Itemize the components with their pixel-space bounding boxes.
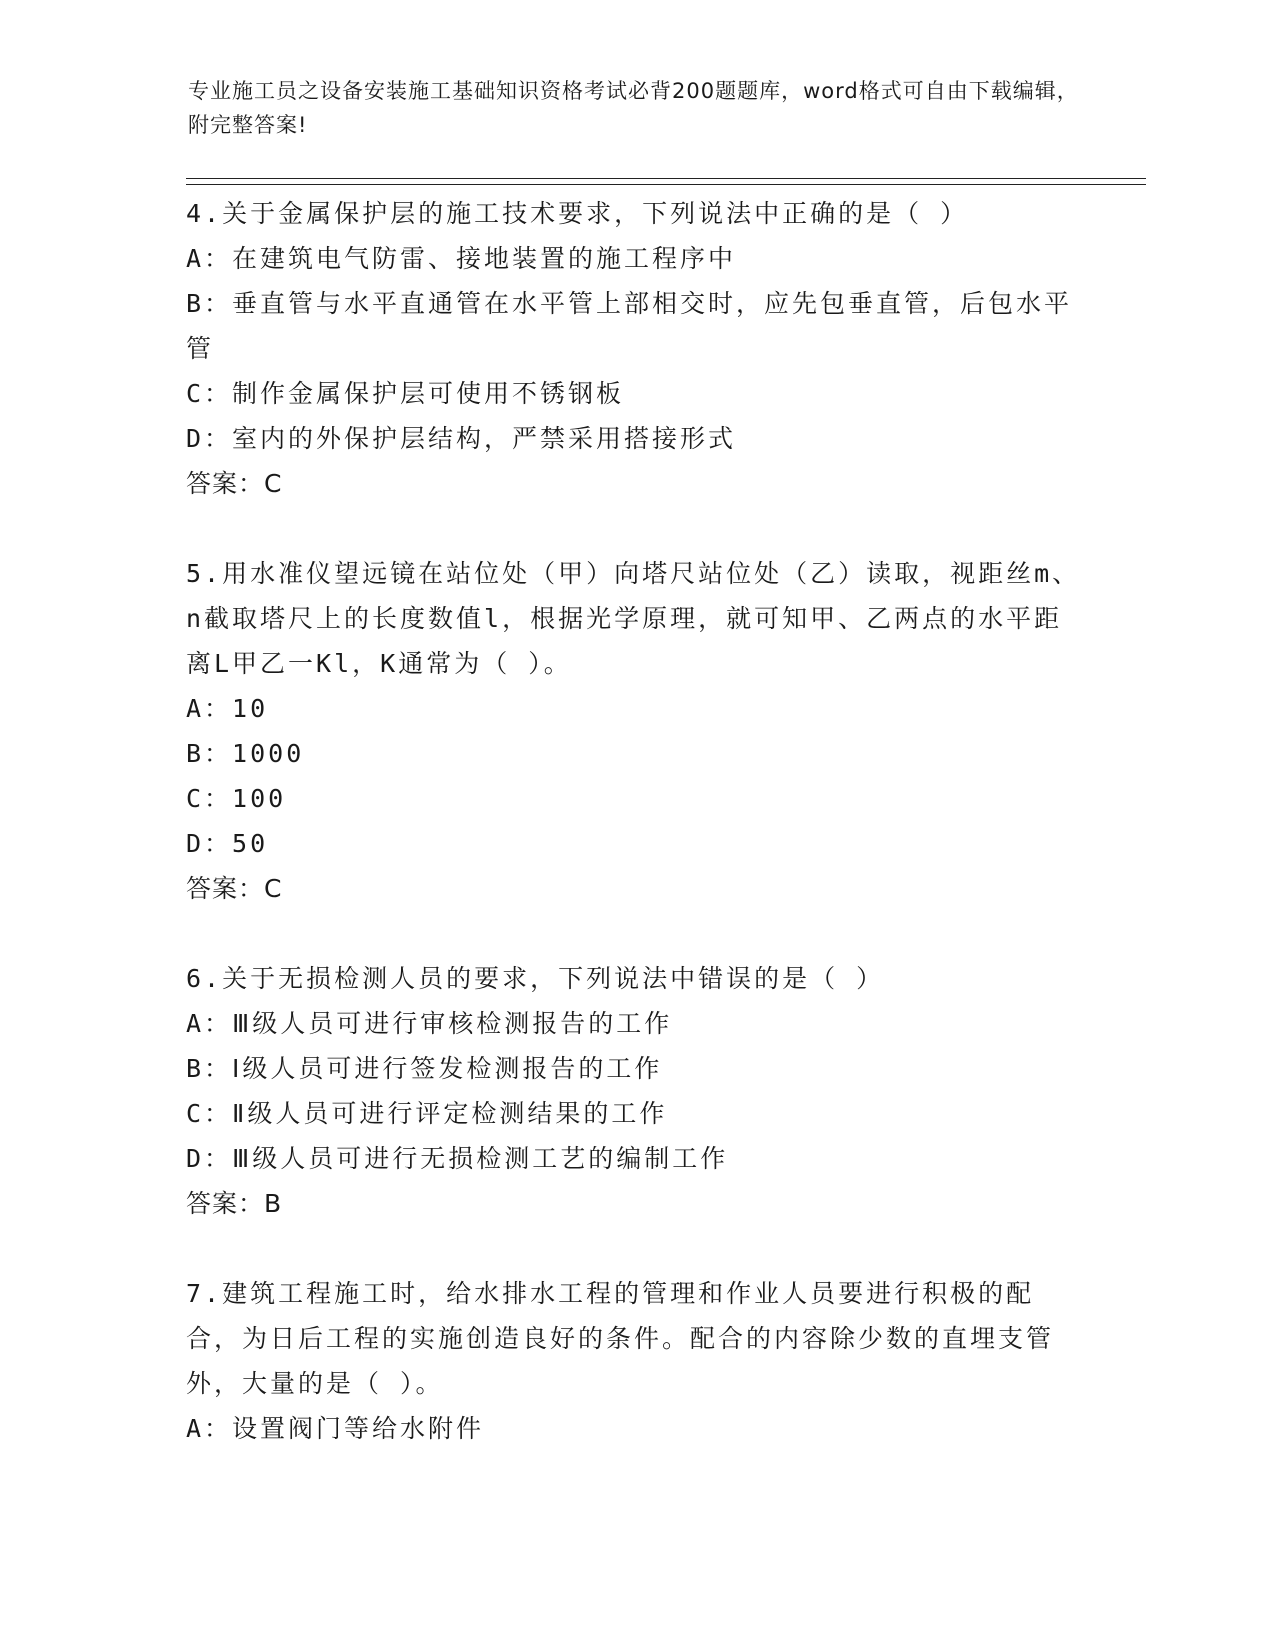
option-c: C：100 <box>186 784 287 813</box>
option-c: C：制作金属保护层可使用不锈钢板 <box>186 379 625 408</box>
question-stem: 5.用水准仪望远镜在站位处（甲）向塔尺站位处（乙）读取，视距丝m、n截取塔尺上的长度数值l，根据光学原理，就可知甲、乙两点的水平距离L甲乙一Kl，K通常为（ ）。 <box>186 559 1081 678</box>
question-6 <box>186 956 1086 1226</box>
question-7 <box>186 1271 1086 1451</box>
option-d: D：室内的外保护层结构，严禁采用搭接形式 <box>186 424 737 453</box>
answer-line: 答案：C <box>186 469 283 498</box>
option-a: A：10 <box>186 694 269 723</box>
option-a: A：设置阀门等给水附件 <box>186 1414 485 1443</box>
option-d: D：50 <box>186 829 269 858</box>
question-5 <box>186 551 1086 911</box>
question-stem: 7.建筑工程施工时，给水排水工程的管理和作业人员要进行积极的配合，为日后工程的实施创造良好的条件。配合的内容除少数的直埋支管外，大量的是（ ）。 <box>186 1279 1055 1398</box>
option-b: B：1000 <box>186 739 305 768</box>
option-b: B：Ⅰ级人员可进行签发检测报告的工作 <box>186 1054 663 1083</box>
header-text: 专业施工员之设备安装施工基础知识资格考试必背200题题库，word格式可自由下载编辑，附完整答案! <box>188 79 1079 137</box>
header-divider-thin <box>186 184 1146 185</box>
answer-line: 答案：B <box>186 1189 283 1218</box>
header-divider <box>186 178 1146 179</box>
option-a: A：在建筑电气防雷、接地装置的施工程序中 <box>186 244 737 273</box>
option-b: B：垂直管与水平直通管在水平管上部相交时，应先包垂直管，后包水平管 <box>186 289 1073 363</box>
answer-line: 答案：C <box>186 874 283 903</box>
question-stem: 4.关于金属保护层的施工技术要求，下列说法中正确的是（ ） <box>186 199 969 228</box>
option-a: A：Ⅲ级人员可进行审核检测报告的工作 <box>186 1009 673 1038</box>
question-list <box>186 191 1086 1451</box>
question-stem: 6.关于无损检测人员的要求，下列说法中错误的是（ ） <box>186 964 885 993</box>
question-4 <box>186 191 1086 506</box>
option-d: D：Ⅲ级人员可进行无损检测工艺的编制工作 <box>186 1144 729 1173</box>
option-c: C：Ⅱ级人员可进行评定检测结果的工作 <box>186 1099 668 1128</box>
page-header <box>188 74 1088 142</box>
